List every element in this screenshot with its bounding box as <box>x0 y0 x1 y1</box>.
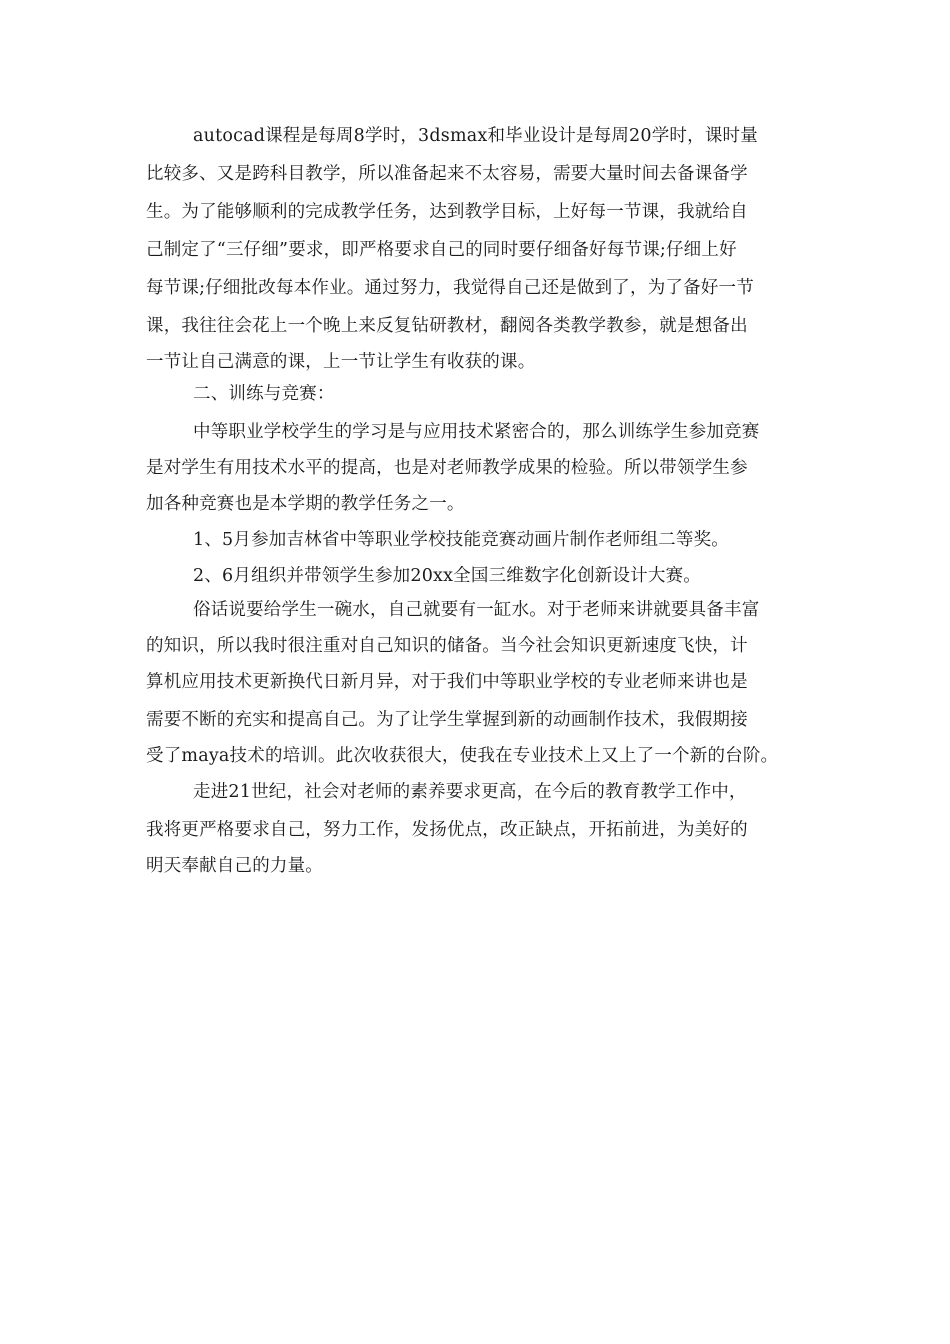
text-line: 加各种竞赛也是本学期的教学任务之一。 <box>146 494 465 514</box>
text-line: autocad课程是每周8学时，3dsmax和毕业设计是每周20学时，课时量 <box>193 126 758 146</box>
text-line: 己制定了“三仔细”要求，即严格要求自己的同时要仔细备好每节课;仔细上好 <box>146 240 737 260</box>
text-line: 受了maya技术的培训。此次收获很大，使我在专业技术上又上了一个新的台阶。 <box>146 746 779 766</box>
text-line: 比较多、又是跨科目教学，所以准备起来不太容易，需要大量时间去备课备学 <box>146 164 748 184</box>
text-line: 俗话说要给学生一碗水，自己就要有一缸水。对于老师来讲就要具备丰富 <box>193 600 760 620</box>
text-line: 课，我往往会花上一个晚上来反复钻研教材，翻阅各类教学教参，就是想备出 <box>146 316 748 336</box>
text-line: 中等职业学校学生的学习是与应用技术紧密合的，那么训练学生参加竞赛 <box>193 422 760 442</box>
text-line: 一节让自己满意的课，上一节让学生有收获的课。 <box>146 352 536 372</box>
text-line: 生。为了能够顺利的完成教学任务，达到教学目标，上好每一节课，我就给自 <box>146 202 748 222</box>
text-line: 我将更严格要求自己，努力工作，发扬优点，改正缺点，开拓前进，为美好的 <box>146 820 748 840</box>
text-line: 走进21世纪，社会对老师的素养要求更高，在今后的教育教学工作中， <box>193 782 747 802</box>
list-item: 1、5月参加吉林省中等职业学校技能竞赛动画片制作老师组二等奖。 <box>193 530 729 550</box>
text-line: 明天奉献自己的力量。 <box>146 856 323 876</box>
text-line: 算机应用技术更新换代日新月异，对于我们中等职业学校的专业老师来讲也是 <box>146 672 748 692</box>
text-line: 是对学生有用技术水平的提高，也是对老师教学成果的检验。所以带领学生参 <box>146 458 748 478</box>
text-line: 需要不断的充实和提高自己。为了让学生掌握到新的动画制作技术，我假期接 <box>146 710 748 730</box>
text-line: 的知识，所以我时很注重对自己知识的储备。当今社会知识更新速度飞快，计 <box>146 636 748 656</box>
list-item: 2、6月组织并带领学生参加20xx全国三维数字化创新设计大赛。 <box>193 566 701 586</box>
text-line: 每节课;仔细批改每本作业。通过努力，我觉得自己还是做到了，为了备好一节 <box>146 278 754 298</box>
section-heading: 二、训练与竞赛： <box>193 384 335 404</box>
